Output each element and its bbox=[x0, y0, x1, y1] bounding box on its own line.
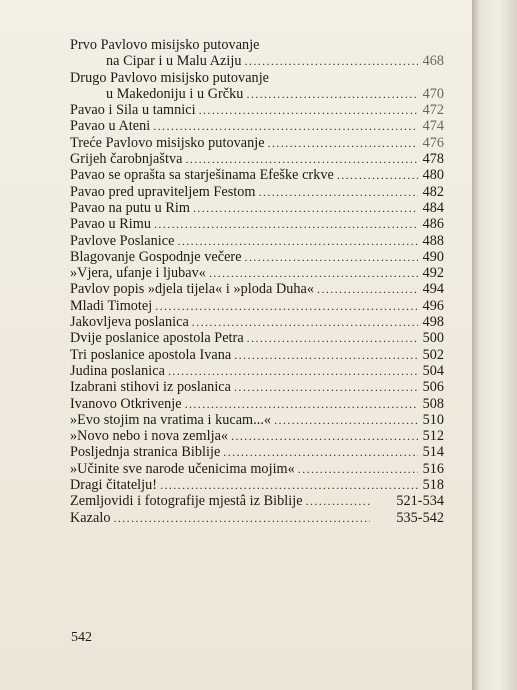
toc-entry-line bbox=[70, 314, 444, 330]
toc-entry bbox=[70, 216, 444, 232]
dot-leader bbox=[113, 510, 370, 526]
toc-entry-title: u Makedoniju i u Grčku bbox=[106, 85, 244, 102]
toc-entry-title: Blagovanje Gospodnje večere bbox=[70, 248, 242, 265]
toc-page-number: 504 bbox=[422, 362, 444, 379]
toc-entry-line bbox=[70, 249, 444, 265]
toc-entry-title: Treće Pavlovo misijsko putovanje bbox=[70, 134, 265, 151]
page-number: 542 bbox=[71, 630, 92, 645]
toc-page-number: 510 bbox=[422, 411, 444, 428]
dot-leader bbox=[247, 330, 418, 346]
toc-entry bbox=[70, 118, 444, 134]
toc-entry-line bbox=[70, 37, 444, 53]
dot-leader bbox=[259, 184, 418, 200]
toc-entry-title: Pavao na putu u Rim bbox=[70, 199, 190, 216]
toc-entry-line bbox=[70, 216, 444, 232]
toc-entry-line bbox=[70, 265, 444, 281]
toc-entry-line bbox=[70, 53, 444, 69]
toc-entry-title: Pavao i Sila u tamnici bbox=[70, 102, 196, 119]
toc-entry-title: Kazalo bbox=[70, 509, 111, 526]
toc-entry-title: Grijeh čarobnjaštva bbox=[70, 151, 183, 168]
dot-leader bbox=[185, 396, 418, 412]
toc-entry-title: »Evo stojim na vratima i kucam...« bbox=[70, 411, 272, 428]
toc-entry-title: Posljednja stranica Biblije bbox=[70, 444, 221, 461]
toc-entry-line bbox=[70, 363, 444, 379]
toc-entry bbox=[70, 265, 444, 281]
toc-entry-title: Drugo Pavlovo misijsko putovanje bbox=[70, 69, 270, 86]
toc-entry-line bbox=[70, 396, 444, 412]
toc-entry-line bbox=[70, 347, 444, 363]
toc-entry bbox=[70, 151, 444, 167]
toc-entry-title: Prvo Pavlovo misijsko putovanje bbox=[70, 37, 260, 53]
toc-entry-line bbox=[70, 281, 444, 297]
toc-entry bbox=[70, 510, 444, 526]
toc-entry-title: Judina poslanica bbox=[70, 362, 165, 379]
toc-entry-title: Pavao u Ateni bbox=[70, 118, 151, 135]
dot-leader bbox=[160, 477, 418, 493]
toc-entry-line bbox=[70, 330, 444, 346]
dot-leader bbox=[185, 151, 418, 167]
toc-entry-title: Mladi Timotej bbox=[70, 297, 153, 314]
next-page-edge bbox=[472, 0, 517, 690]
toc-entry bbox=[70, 37, 444, 70]
toc-page-number: 484 bbox=[422, 199, 444, 216]
toc-entry bbox=[70, 70, 444, 103]
dot-leader bbox=[245, 53, 418, 69]
toc-page-number: 506 bbox=[422, 379, 444, 396]
toc-page-number: 480 bbox=[422, 167, 444, 184]
toc-page-number: 498 bbox=[422, 314, 444, 331]
dot-leader bbox=[199, 102, 418, 118]
toc-entry-line bbox=[70, 184, 444, 200]
toc-page-number: 500 bbox=[422, 330, 444, 347]
toc-page-number: 514 bbox=[422, 444, 444, 461]
toc-entry bbox=[70, 428, 444, 444]
toc-entry-line bbox=[70, 493, 444, 509]
toc-page-number: 494 bbox=[422, 281, 444, 298]
toc-page-number: 521-534 bbox=[396, 493, 444, 510]
toc-entry-title: »Učinite sve narode učenicima mojim« bbox=[70, 460, 295, 477]
toc-page-number: 502 bbox=[422, 346, 444, 363]
toc-entry-line bbox=[70, 167, 444, 183]
dot-leader bbox=[231, 428, 418, 444]
dot-leader bbox=[234, 379, 418, 395]
dot-leader bbox=[153, 118, 418, 134]
toc-entry bbox=[70, 102, 444, 118]
toc-entry-line bbox=[70, 379, 444, 395]
toc-entry-title: Dragi čitatelju! bbox=[70, 477, 158, 494]
dot-leader bbox=[337, 167, 418, 183]
toc-entry bbox=[70, 461, 444, 477]
toc-page-number: 470 bbox=[422, 85, 444, 102]
toc-entry-line bbox=[70, 444, 444, 460]
dot-leader bbox=[154, 216, 418, 232]
toc-page-number: 486 bbox=[422, 216, 444, 233]
toc-entry-title: »Novo nebo i nova zemlja« bbox=[70, 428, 229, 445]
toc-entry bbox=[70, 396, 444, 412]
toc-page-number: 518 bbox=[422, 477, 444, 494]
toc-entry-line bbox=[70, 298, 444, 314]
toc-entry bbox=[70, 298, 444, 314]
toc-entry bbox=[70, 444, 444, 460]
toc-entry-line bbox=[70, 151, 444, 167]
toc-entry bbox=[70, 249, 444, 265]
toc-entry bbox=[70, 363, 444, 379]
toc-page-number: 496 bbox=[422, 297, 444, 314]
dot-leader bbox=[234, 347, 418, 363]
toc-page-number: 512 bbox=[422, 428, 444, 445]
dot-leader bbox=[223, 444, 418, 460]
toc-entry-title: Pavlov popis »djela tijela« i »ploda Duha« bbox=[70, 281, 315, 298]
toc-entry-title: Dvije poslanice apostola Petra bbox=[70, 330, 244, 347]
toc-page-number: 476 bbox=[422, 134, 444, 151]
toc-page-number: 490 bbox=[422, 248, 444, 265]
toc-entry-title: Ivanovo Otkrivenje bbox=[70, 395, 182, 412]
toc-entry bbox=[70, 330, 444, 346]
toc-entry-title: Zemljovidi i fotografije mjestâ iz Biblije bbox=[70, 493, 303, 510]
toc-entry-line bbox=[70, 86, 444, 102]
dot-leader bbox=[274, 412, 418, 428]
toc-entry-line bbox=[70, 412, 444, 428]
toc-entry bbox=[70, 233, 444, 249]
toc-entry bbox=[70, 184, 444, 200]
dot-leader bbox=[268, 135, 418, 151]
toc-page-number: 472 bbox=[422, 102, 444, 119]
toc-page-number: 508 bbox=[422, 395, 444, 412]
toc-entry-line bbox=[70, 70, 444, 86]
toc-page-number: 535-542 bbox=[396, 509, 444, 526]
toc-entry-line bbox=[70, 461, 444, 477]
toc-entry-line bbox=[70, 135, 444, 151]
toc-entry bbox=[70, 200, 444, 216]
dot-leader bbox=[209, 265, 418, 281]
toc-page-number: 478 bbox=[422, 151, 444, 168]
toc-entry-line bbox=[70, 233, 444, 249]
toc-entry-title: »Vjera, ufanje i ljubav« bbox=[70, 265, 206, 282]
toc-page-number: 516 bbox=[422, 460, 444, 477]
toc-entry bbox=[70, 314, 444, 330]
toc-page-number: 468 bbox=[422, 53, 444, 70]
dot-leader bbox=[298, 461, 418, 477]
dot-leader bbox=[245, 249, 418, 265]
dot-leader bbox=[306, 493, 370, 509]
dot-leader bbox=[317, 281, 418, 297]
dot-leader bbox=[192, 314, 418, 330]
toc-entry-line bbox=[70, 510, 444, 526]
toc-entry-title: Pavao se oprašta sa starješinama Efeške crkve bbox=[70, 167, 334, 184]
toc-page-number: 482 bbox=[422, 183, 444, 200]
toc-entry-title: Pavao u Rimu bbox=[70, 216, 151, 233]
toc-entry bbox=[70, 281, 444, 297]
toc-page-number: 488 bbox=[422, 232, 444, 249]
toc-entry-title: na Cipar i u Malu Aziju bbox=[106, 53, 242, 70]
toc-page-number: 492 bbox=[422, 265, 444, 282]
dot-leader bbox=[168, 363, 418, 379]
toc-entry-title: Izabrani stihovi iz poslanica bbox=[70, 379, 232, 396]
toc-entry bbox=[70, 167, 444, 183]
toc-entry-line bbox=[70, 428, 444, 444]
toc-entry bbox=[70, 135, 444, 151]
toc-entry-line bbox=[70, 102, 444, 118]
table-of-contents bbox=[70, 37, 444, 526]
dot-leader bbox=[155, 298, 418, 314]
dot-leader bbox=[177, 233, 418, 249]
dot-leader bbox=[193, 200, 418, 216]
toc-entry bbox=[70, 412, 444, 428]
toc-entry-title: Pavao pred upraviteljem Festom bbox=[70, 183, 256, 200]
toc-entry bbox=[70, 477, 444, 493]
toc-entry bbox=[70, 493, 444, 509]
toc-page-number: 474 bbox=[422, 118, 444, 135]
toc-entry-title: Pavlove Poslanice bbox=[70, 232, 175, 249]
toc-entry-line bbox=[70, 118, 444, 134]
toc-entry-title: Jakovljeva poslanica bbox=[70, 314, 189, 331]
toc-entry-line bbox=[70, 477, 444, 493]
toc-entry-line bbox=[70, 200, 444, 216]
toc-entry bbox=[70, 379, 444, 395]
dot-leader bbox=[246, 86, 418, 102]
toc-entry bbox=[70, 347, 444, 363]
toc-entry-title: Tri poslanice apostola Ivana bbox=[70, 346, 232, 363]
